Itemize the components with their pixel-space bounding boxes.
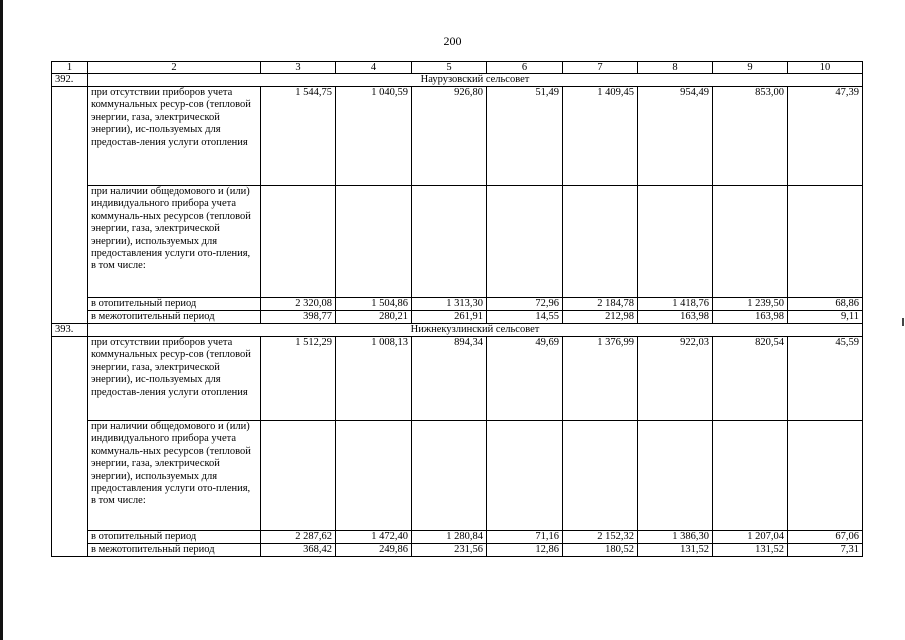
row-label: в межотопительный период bbox=[88, 544, 261, 557]
value-cell: 1 409,45 bbox=[563, 87, 638, 186]
empty-cell bbox=[638, 186, 713, 298]
section-index: 393. bbox=[52, 324, 88, 337]
section-index: 392. bbox=[52, 74, 88, 87]
value-cell: 231,56 bbox=[412, 544, 487, 557]
row-label: при отсутствии приборов учета коммунальных ресур-сов (тепловой энергии, газа, электрической энергии), ис-пользуемых для предостав-ления услуги отопления bbox=[88, 87, 261, 186]
value-cell: 926,80 bbox=[412, 87, 487, 186]
value-cell: 280,21 bbox=[336, 311, 412, 324]
section-header-row bbox=[52, 324, 863, 337]
value-cell: 67,06 bbox=[788, 531, 863, 544]
empty-cell bbox=[713, 421, 788, 531]
value-cell: 71,16 bbox=[487, 531, 563, 544]
row-label: при наличии общедомового и (или) индивидуального прибора учета коммуналь-ных ресурсов (тепловой энергии, газа, электрической энергии), используемых для предоставления услуги ото-пления, в том числе: bbox=[88, 186, 261, 298]
value-cell: 954,49 bbox=[638, 87, 713, 186]
table-row bbox=[52, 298, 863, 311]
empty-cell bbox=[788, 421, 863, 531]
value-cell: 2 152,32 bbox=[563, 531, 638, 544]
row-label: в отопительный период bbox=[88, 298, 261, 311]
table-row bbox=[52, 311, 863, 324]
column-number: 7 bbox=[563, 62, 638, 74]
value-cell: 2 320,08 bbox=[261, 298, 336, 311]
section-header-row bbox=[52, 74, 863, 87]
value-cell: 1 207,04 bbox=[713, 531, 788, 544]
value-cell: 1 040,59 bbox=[336, 87, 412, 186]
empty-cell bbox=[261, 186, 336, 298]
value-cell: 1 512,29 bbox=[261, 337, 336, 421]
scan-edge bbox=[0, 0, 3, 640]
value-cell: 68,86 bbox=[788, 298, 863, 311]
index-spacer-cell bbox=[52, 337, 88, 557]
value-cell: 45,59 bbox=[788, 337, 863, 421]
scan-mark bbox=[902, 318, 904, 326]
column-number: 4 bbox=[336, 62, 412, 74]
empty-cell bbox=[638, 421, 713, 531]
column-number: 3 bbox=[261, 62, 336, 74]
page-number: 200 bbox=[443, 34, 462, 48]
value-cell: 7,31 bbox=[788, 544, 863, 557]
value-cell: 12,86 bbox=[487, 544, 563, 557]
value-cell: 261,91 bbox=[412, 311, 487, 324]
column-number: 10 bbox=[788, 62, 863, 74]
section-name: Наурузовский сельсовет bbox=[88, 74, 863, 87]
value-cell: 368,42 bbox=[261, 544, 336, 557]
value-cell: 47,39 bbox=[788, 87, 863, 186]
value-cell: 14,55 bbox=[487, 311, 563, 324]
table-row bbox=[52, 544, 863, 557]
value-cell: 51,49 bbox=[487, 87, 563, 186]
empty-cell bbox=[487, 421, 563, 531]
value-cell: 1 472,40 bbox=[336, 531, 412, 544]
value-cell: 249,86 bbox=[336, 544, 412, 557]
table-row bbox=[52, 531, 863, 544]
empty-cell bbox=[336, 421, 412, 531]
row-label: при отсутствии приборов учета коммунальных ресур-сов (тепловой энергии, газа, электрической энергии), ис-пользуемых для предостав-ления услуги отопления bbox=[88, 337, 261, 421]
value-cell: 49,69 bbox=[487, 337, 563, 421]
column-number: 5 bbox=[412, 62, 487, 74]
column-number: 9 bbox=[713, 62, 788, 74]
value-cell: 922,03 bbox=[638, 337, 713, 421]
value-cell: 1 313,30 bbox=[412, 298, 487, 311]
column-number: 6 bbox=[487, 62, 563, 74]
table-row bbox=[52, 186, 863, 298]
value-cell: 894,34 bbox=[412, 337, 487, 421]
value-cell: 180,52 bbox=[563, 544, 638, 557]
column-number: 1 bbox=[52, 62, 88, 74]
value-cell: 163,98 bbox=[638, 311, 713, 324]
value-cell: 2 184,78 bbox=[563, 298, 638, 311]
empty-cell bbox=[563, 421, 638, 531]
value-cell: 131,52 bbox=[713, 544, 788, 557]
empty-cell bbox=[261, 421, 336, 531]
value-cell: 1 418,76 bbox=[638, 298, 713, 311]
column-number: 8 bbox=[638, 62, 713, 74]
table-row bbox=[52, 337, 863, 421]
empty-cell bbox=[563, 186, 638, 298]
value-cell: 1 504,86 bbox=[336, 298, 412, 311]
column-number: 2 bbox=[88, 62, 261, 74]
empty-cell bbox=[412, 186, 487, 298]
section-name: Нижнекузлинский сельсовет bbox=[88, 324, 863, 337]
value-cell: 2 287,62 bbox=[261, 531, 336, 544]
tariff-table bbox=[51, 61, 863, 557]
value-cell: 1 544,75 bbox=[261, 87, 336, 186]
row-label: в межотопительный период bbox=[88, 311, 261, 324]
value-cell: 398,77 bbox=[261, 311, 336, 324]
value-cell: 1 386,30 bbox=[638, 531, 713, 544]
value-cell: 9,11 bbox=[788, 311, 863, 324]
empty-cell bbox=[788, 186, 863, 298]
row-label: при наличии общедомового и (или) индивидуального прибора учета коммуналь-ных ресурсов (тепловой энергии, газа, электрической энергии), используемых для предоставления услуги ото-пления, в том числе: bbox=[88, 421, 261, 531]
value-cell: 1 376,99 bbox=[563, 337, 638, 421]
value-cell: 820,54 bbox=[713, 337, 788, 421]
empty-cell bbox=[336, 186, 412, 298]
index-spacer-cell bbox=[52, 87, 88, 324]
row-label: в отопительный период bbox=[88, 531, 261, 544]
empty-cell bbox=[487, 186, 563, 298]
column-number-row bbox=[52, 62, 863, 74]
empty-cell bbox=[713, 186, 788, 298]
value-cell: 131,52 bbox=[638, 544, 713, 557]
empty-cell bbox=[412, 421, 487, 531]
value-cell: 72,96 bbox=[487, 298, 563, 311]
value-cell: 853,00 bbox=[713, 87, 788, 186]
value-cell: 1 280,84 bbox=[412, 531, 487, 544]
value-cell: 163,98 bbox=[713, 311, 788, 324]
value-cell: 212,98 bbox=[563, 311, 638, 324]
value-cell: 1 239,50 bbox=[713, 298, 788, 311]
value-cell: 1 008,13 bbox=[336, 337, 412, 421]
table-row bbox=[52, 421, 863, 531]
table-row bbox=[52, 87, 863, 186]
